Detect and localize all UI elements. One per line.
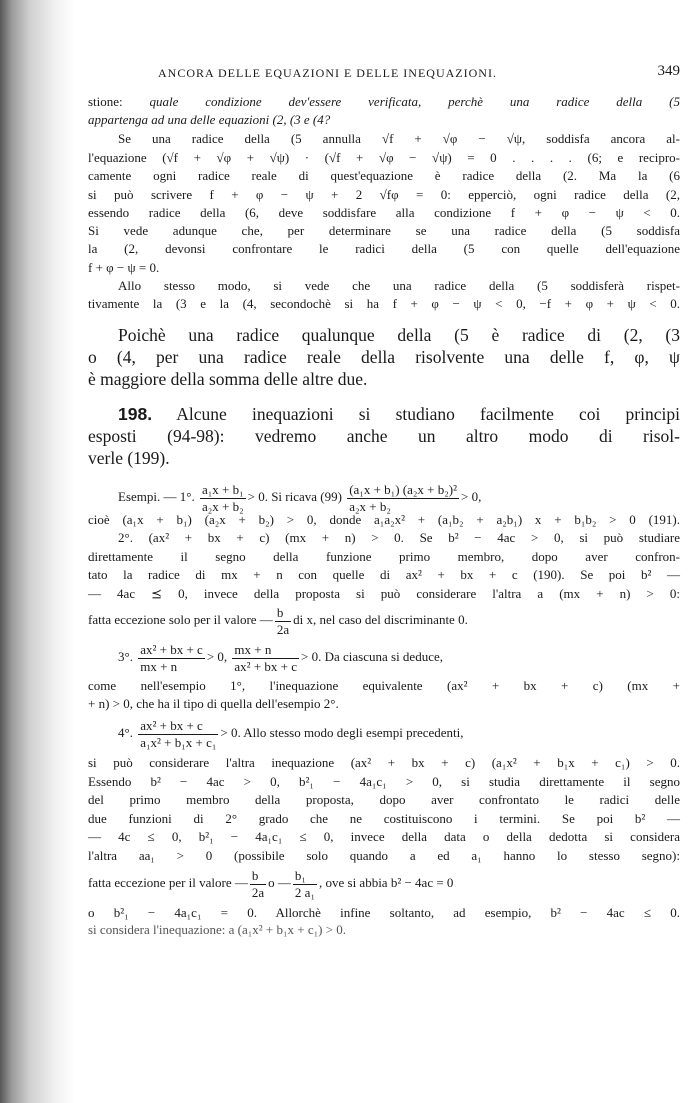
text-line: Si vede adunque che, per determinare se una radice della (5 soddisfa xyxy=(88,223,680,238)
text-line: Allo stesso modo, si vede che una radice della (5 soddisferà rispet- xyxy=(118,278,680,293)
text-line: due funzioni di 2° grado che ne costituiscono i termini. Se poi b² — xyxy=(88,811,680,826)
text-line: stione: quale condizione dev'essere verificata, perchè una radice della (5 xyxy=(88,94,680,109)
example-4-line: 4°. $\frac{\text{ax² + bx + c}}{\text{a₁x² + b₁x + c₁}}$ > 0. Allo stesso modo degli esempi precedenti, xyxy=(118,717,464,750)
text-line: è maggiore della somma delle altre due. xyxy=(88,369,368,389)
text-line: + n) > 0, che ha il tipo di quella dell'esempio 2°. xyxy=(88,696,339,711)
text-line: tivamente la (3 e la (4, secondochè si ha f + φ − ψ < 0, −f + φ + ψ < 0. xyxy=(88,296,680,311)
text-line: o (4, per una radice reale della risolvente una delle f, φ, ψ xyxy=(88,347,680,367)
text-line: — 4c ≤ 0, b²₁ − 4a₁c₁ ≤ 0, invece della data o della dedotta si considera xyxy=(88,829,680,844)
text-line: la (2, devonsi confrontare le radici della (5 con quelle dell'equazione xyxy=(88,241,680,256)
example-1-line: Esempi. — 1°. $\frac{\text{a₁x + b₁}}{\text{a₂x + b₂}}$ > 0. Si ricava (99) $\frac{\text{(a₁x + b₁) (a₂x + b₂)²}}{\text{a₂x + b₂}}$ > 0, xyxy=(118,481,482,514)
text-line: appartenga ad una delle equazioni (2, (3 e (4? xyxy=(88,112,331,127)
running-header xyxy=(158,63,680,81)
scanned-page-edge xyxy=(0,0,75,1103)
text-line: l'altra aa₁ > 0 (possibile solo quando a ed a₁ hanno lo stesso segno): xyxy=(88,848,680,863)
example-3-line: 3°. $\frac{\text{ax² + bx + c}}{mx + n}$ > 0, $\frac{mx + n}{\text{ax² + bx + c}}$ > 0. Da ciascuna si deduce, xyxy=(118,641,443,674)
section-number: 198. xyxy=(118,404,153,424)
text-line: Se una radice della (5 annulla √f + √φ − √ψ, soddisfa ancora al- xyxy=(118,131,680,146)
page-number: 349 xyxy=(657,63,680,79)
text-line: Poichè una radice qualunque della (5 è radice di (2, (3 xyxy=(118,325,680,345)
text-line: direttamente il segno della funzione primo membro, dopo aver confron- xyxy=(88,549,680,564)
fraction: $\frac{\text{ax² + bx + c}}{\text{a₁x² + b₁x + c₁}}$ xyxy=(140,717,217,750)
fraction: $\frac{b}{2a}$ xyxy=(276,604,290,637)
text-line: fatta eccezione per il valore — $\frac{b}{2a}$ o — $\frac{\text{b₁}}{\text{2 a₁}}$ , ove si abbia b² − 4ac = 0 xyxy=(88,867,454,900)
text-line: f + φ − ψ = 0. xyxy=(88,260,160,275)
text-line: tato la radice di mx + n con quelle di ax² + bx + c (190). Se poi b² — xyxy=(88,567,680,582)
text-line: fatta eccezione solo per il valore — $\frac{b}{2a}$ di x, nel caso del discriminante 0. xyxy=(88,604,468,637)
text-line: verle (199). xyxy=(88,448,170,468)
header-title: ANCORA DELLE EQUAZIONI E DELLE INEQUAZIONI. xyxy=(158,66,497,80)
text-line: Essendo b² − 4ac > 0, b²₁ − 4a₁c₁ > 0, si studia direttamente il segno xyxy=(88,774,680,789)
fraction: $\frac{\text{(a₁x + b₁) (a₂x + b₂)²}}{\text{a₂x + b₂}}$ xyxy=(349,481,458,514)
section-line: 198. Alcune inequazioni si studiano facilmente coi principi xyxy=(118,404,680,424)
text-line: cioè (a₁x + b₁) (a₂x + b₂) > 0, donde a₁a₂x² + (a₁b₂ + a₂b₁) x + b₁b₂ > 0 (191). xyxy=(88,512,680,527)
fraction: $\frac{\text{a₁x + b₁}}{\text{a₂x + b₂}}$ xyxy=(201,481,244,514)
text-line: del primo membro della proposta, dopo aver confrontato le radici delle xyxy=(88,792,680,807)
fraction: $\frac{\text{ax² + bx + c}}{mx + n}$ xyxy=(140,641,203,674)
text-line: come nell'esempio 1°, l'inequazione equivalente (ax² + bx + c) (mx + xyxy=(88,678,680,693)
text-line: l'equazione (√f + √φ + √ψ) · (√f + √φ − √ψ) = 0 . . . . (6; e recipro- xyxy=(88,150,680,165)
fraction: $\frac{\text{b₁}}{\text{2 a₁}}$ xyxy=(294,867,315,900)
text-line: — 4ac ⪯ 0, invece della proposta si può considerare l'altra a (mx + n) > 0: xyxy=(88,586,680,601)
text-line: essendo radice della (6, deve soddisfare alla condizione f + φ − ψ < 0. xyxy=(88,205,680,220)
text-line: esposti (94-98): vedremo anche un altro modo di risol- xyxy=(88,426,680,446)
fraction: $\frac{mx + n}{\text{ax² + bx + c}}$ xyxy=(234,641,298,674)
text-line: o b²₁ − 4a₁c₁ = 0. Allorchè infine soltanto, ad esempio, b² − 4ac ≤ 0. xyxy=(88,905,680,920)
fraction: $\frac{b}{2a}$ xyxy=(251,867,265,900)
text-line: si può considerare l'altra inequazione (ax² + bx + c) (a₁x² + b₁x + c₁) > 0. xyxy=(88,755,680,770)
text-line: si considera l'inequazione: a (a₁x² + b₁x + c₁) > 0. xyxy=(88,922,347,937)
text-line: si può scrivere f + φ − ψ + 2 √fφ = 0: epperciò, ogni radice della (2, xyxy=(88,187,680,202)
text-line: 2°. (ax² + bx + c) (mx + n) > 0. Se b² − 4ac > 0, si può studiare xyxy=(118,530,680,545)
text-line: camente ogni radice reale di quest'equazione è radice della (2. Ma la (6 xyxy=(88,168,680,183)
